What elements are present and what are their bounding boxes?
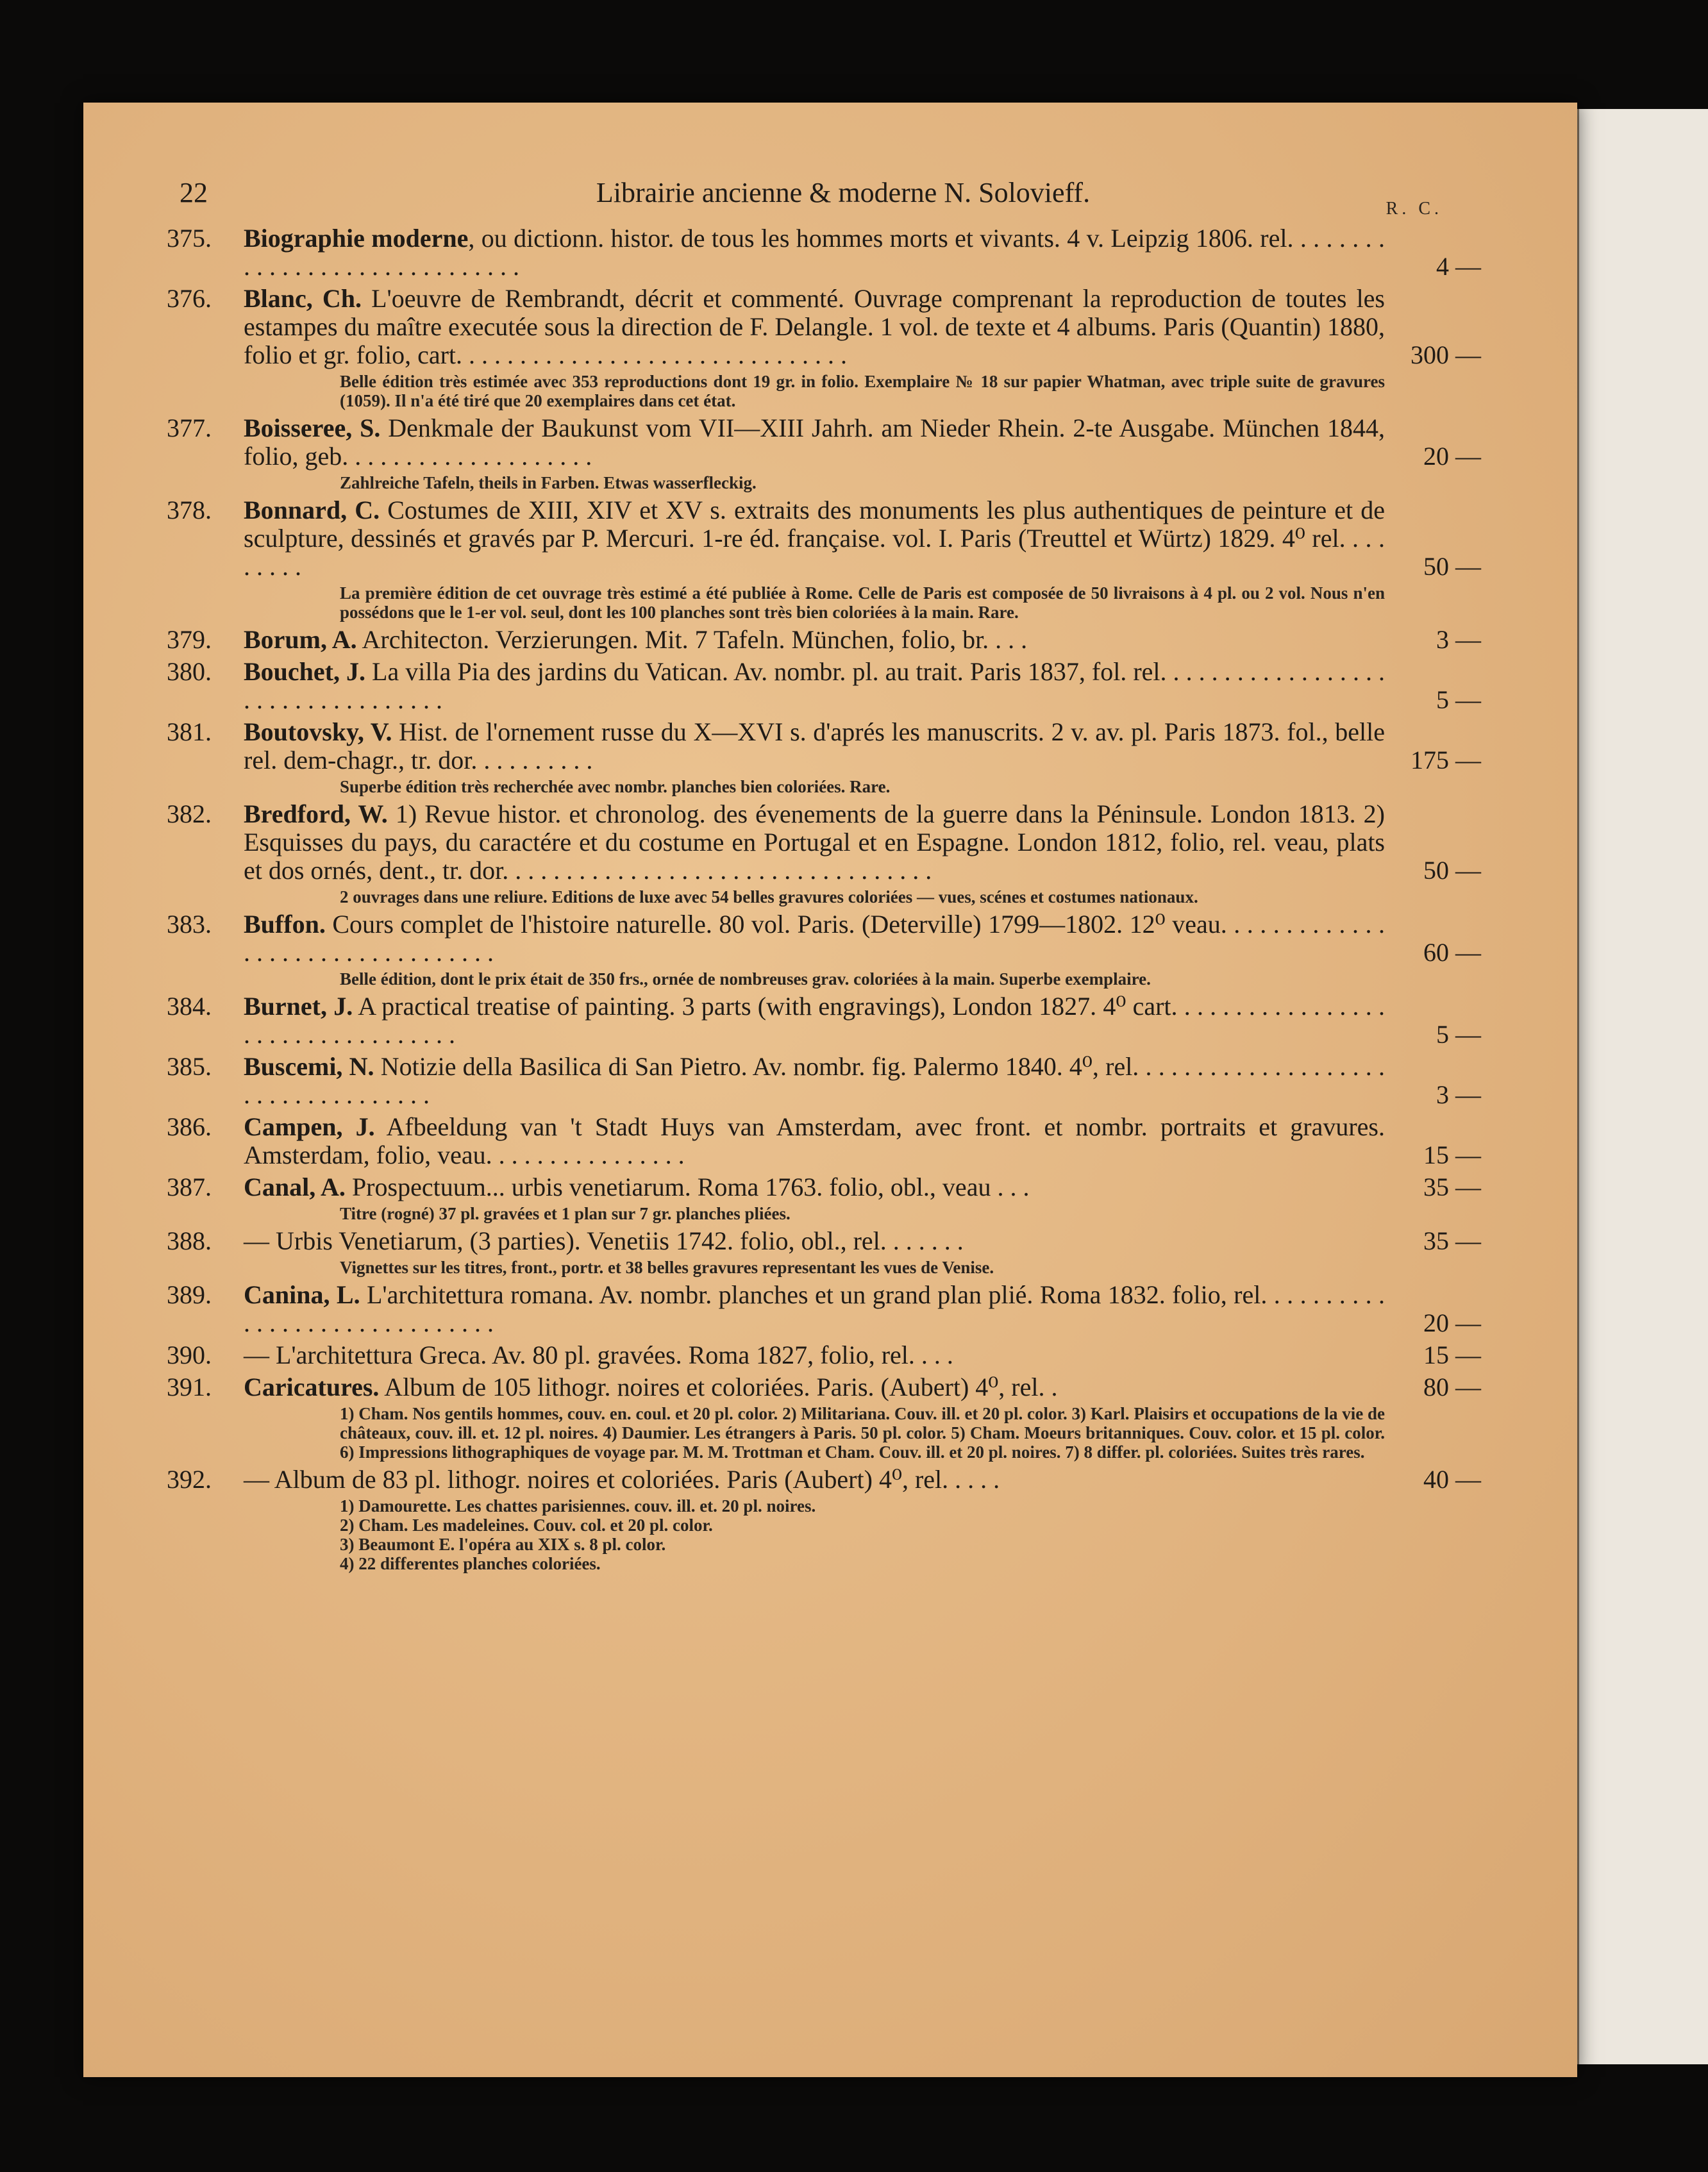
entry-author: Canina, L. <box>244 1280 360 1309</box>
entry-price: 60 — <box>1423 938 1481 967</box>
entry-description: La villa Pia des jardins du Vatican. Av. nombr. pl. au trait. Paris 1837, fol. rel. . . . . . . . . . . . . . . . . . . . . . . . . . . . . . . . . . <box>244 657 1385 714</box>
entry-description: , ou dictionn. histor. de tous les hommes morts et vivants. 4 v. Leipzig 1806. rel. . . . . . . . . . . . . . . . . . . . . . . . . . . . . . <box>244 224 1385 281</box>
entry-note <box>340 1496 1385 1573</box>
entry-text <box>244 1173 1385 1201</box>
entry-text <box>244 1227 1385 1255</box>
entry-note: Zahlreiche Tafeln, theils in Farben. Etwas wasserfleckig. <box>340 473 757 492</box>
currency-header: R. C. <box>1386 199 1443 219</box>
catalog-entry <box>167 224 1481 281</box>
entry-note: Superbe édition très recherchée avec nombr. planches bien coloriées. Rare. <box>340 777 891 796</box>
entry-number: 376. <box>167 284 212 313</box>
entry-text <box>244 1466 1385 1494</box>
catalog-entry <box>167 1173 1481 1223</box>
entry-number: 385. <box>167 1052 212 1081</box>
catalog-entry <box>167 1227 1481 1277</box>
entry-price: 50 — <box>1423 856 1481 885</box>
entry-price: 80 — <box>1423 1373 1481 1401</box>
entry-number: 384. <box>167 992 212 1021</box>
entry-price: 3 — <box>1436 625 1481 654</box>
entry-price: 4 — <box>1436 252 1481 281</box>
catalog-entry <box>167 1053 1481 1109</box>
catalog-entry <box>167 496 1481 622</box>
entry-description: — Album de 83 pl. lithogr. noires et coloriées. Paris (Aubert) 4⁰, rel. . . . . <box>244 1465 1000 1494</box>
entry-note-line: 1) Damourette. Les chattes parisiennes. couv. ill. et. 20 pl. noires. <box>340 1496 816 1516</box>
catalog-entry <box>167 910 1481 989</box>
entry-number: 386. <box>167 1112 212 1141</box>
entry-price: 20 — <box>1423 442 1481 471</box>
entry-description: Hist. de l'ornement russe du X—XVI s. d'aprés les manuscrits. 2 v. av. pl. Paris 1873. fol., belle rel. dem-chagr., tr. dor. . . . . . . . . . <box>244 717 1385 774</box>
entry-description: A practical treatise of painting. 3 parts (with engravings), London 1827. 4⁰ cart. . . . . . . . . . . . . . . . . . . . . . . . . . . . . . . . . . <box>244 992 1385 1049</box>
entry-note-line: 3) Beaumont E. l'opéra au XIX s. 8 pl. color. <box>340 1535 666 1554</box>
page-number: 22 <box>180 177 208 208</box>
entry-price: 5 — <box>1436 685 1481 714</box>
entry-text <box>244 626 1385 654</box>
entry-text <box>244 1373 1385 1401</box>
entry-price: 50 — <box>1423 552 1481 581</box>
entry-description: Notizie della Basilica di San Pietro. Av. nombr. fig. Palermo 1840. 4⁰, rel. . . . . . . . . . . . . . . . . . . . . . . . . . . . . . . . . . . <box>244 1052 1385 1109</box>
entry-author: Boisseree, S. <box>244 414 381 442</box>
catalog-entry <box>167 718 1481 796</box>
entry-description: — Urbis Venetiarum, (3 parties). Venetiis 1742. folio, obl., rel. . . . . . . <box>244 1226 964 1255</box>
entry-author: Blanc, Ch. <box>244 284 362 313</box>
entry-note-line: 2) Cham. Les madeleines. Couv. col. et 20 pl. color. <box>340 1516 713 1535</box>
entry-author: Borum, A. <box>244 625 357 654</box>
entry-price: 300 — <box>1411 340 1481 369</box>
entry-price: 35 — <box>1423 1173 1481 1201</box>
entry-number: 382. <box>167 799 212 828</box>
entry-author: Biographie moderne <box>244 224 469 253</box>
entry-number: 381. <box>167 717 212 746</box>
entry-price: 40 — <box>1423 1465 1481 1494</box>
entry-text <box>244 1281 1385 1337</box>
catalog-entries <box>167 224 1481 1577</box>
entry-description: 1) Revue histor. et chronolog. des évenements de la guerre dans la Péninsule. London 1813. 2) Esquisses du pays, du caractére et du costume en Portugal et en Espagne. London 1812, folio, rel. veau, plats et dos ornés, dent., tr. dor. . . . . . . . . . . . . . . . . . . . . . . . . . . . . . . . . . <box>244 799 1386 885</box>
entry-number: 391. <box>167 1373 212 1401</box>
entry-note: 2 ouvrages dans une reliure. Editions de luxe avec 54 belles gravures coloriées — vues, scénes et costumes nationaux. <box>340 887 1198 906</box>
catalog-entry <box>167 992 1481 1049</box>
entry-price: 35 — <box>1423 1226 1481 1255</box>
entry-text <box>244 992 1385 1049</box>
entry-number: 389. <box>167 1280 212 1309</box>
catalog-entry <box>167 626 1481 654</box>
entry-note-line: 4) 22 differentes planches coloriées. <box>340 1554 601 1573</box>
entry-description: Afbeeldung van 't Stadt Huys van Amsterdam, avec front. et nombr. portraits et gravures. Amsterdam, folio, veau. . . . . . . . . . . . . . . . <box>244 1112 1385 1169</box>
entry-text <box>244 496 1385 581</box>
entry-description: Costumes de XIII, XIV et XV s. extraits des monuments les plus authentiques de peinture et de sculpture, dessinés et gravés par P. Mercuri. 1-re éd. française. vol. I. Paris (Treuttel et Würtz) 1829. 4⁰ rel. . . . . . . . . <box>244 496 1385 581</box>
entry-note: Vignettes sur les titres, front., portr. et 38 belles gravures representant les vues de Venise. <box>340 1258 994 1277</box>
entry-price: 20 — <box>1423 1308 1481 1337</box>
catalog-entry <box>167 1281 1481 1337</box>
catalog-entry <box>167 658 1481 714</box>
entry-description: Prospectuum... urbis venetiarum. Roma 1763. folio, obl., veau . . . <box>345 1173 1030 1201</box>
entry-text <box>244 1053 1385 1109</box>
entry-author: Burnet, J. <box>244 992 353 1021</box>
entry-number: 375. <box>167 224 212 253</box>
entry-author: Caricatures. <box>244 1373 380 1401</box>
entry-text <box>244 658 1385 714</box>
page-title: Librairie ancienne & moderne N. Solovieff. <box>596 177 1091 208</box>
entry-note: Belle édition, dont le prix était de 350 frs., ornée de nombreuses grav. coloriées à la main. Superbe exemplaire. <box>340 969 1151 989</box>
entry-description: L'oeuvre de Rembrandt, décrit et commenté. Ouvrage comprenant la reproduction de toutes les estampes du maître executée sous la direction de F. Delangle. 1 vol. de texte et 4 albums. Paris (Quantin) 1880, folio et gr. folio, cart. . . . . . . . . . . . . . . . . . . . . . . . . . . . . . . <box>244 284 1385 369</box>
entry-author: Bredford, W. <box>244 799 388 828</box>
entry-price: 5 — <box>1436 1020 1481 1049</box>
entry-text <box>244 718 1385 774</box>
entry-text <box>244 800 1385 885</box>
entry-author: Canal, A. <box>244 1173 346 1201</box>
entry-text <box>244 1113 1385 1169</box>
catalog-entry <box>167 800 1481 906</box>
catalog-entry <box>167 1373 1481 1462</box>
catalog-entry <box>167 285 1481 410</box>
entry-description: L'architettura romana. Av. nombr. planches et un grand plan plié. Roma 1832. folio, rel. . . . . . . . . . . . . . . . . . . . . . . . . . . . . . <box>244 1280 1386 1337</box>
page-header <box>83 141 1577 208</box>
entry-text <box>244 1341 1385 1369</box>
entry-text <box>244 910 1385 967</box>
entry-number: 383. <box>167 910 212 939</box>
facing-page-edge <box>1577 109 1708 2064</box>
catalog-entry <box>167 1341 1481 1369</box>
entry-price: 3 — <box>1436 1080 1481 1109</box>
entry-author: Boutovsky, V. <box>244 717 392 746</box>
entry-description: Cours complet de l'histoire naturelle. 80 vol. Paris. (Deterville) 1799—1802. 12⁰ veau. . . . . . . . . . . . . . . . . . . . . . . . . . . . . . . . . <box>244 910 1385 967</box>
entry-number: 388. <box>167 1226 212 1255</box>
entry-number: 392. <box>167 1465 212 1494</box>
catalog-entry <box>167 414 1481 492</box>
entry-author: Bonnard, C. <box>244 496 380 524</box>
entry-description: Denkmale der Baukunst vom VII—XIII Jahrh. am Nieder Rhein. 2-te Ausgabe. München 1844, folio, geb. . . . . . . . . . . . . . . . . . . . <box>244 414 1385 471</box>
entry-note: 1) Cham. Nos gentils hommes, couv. en. coul. et 20 pl. color. 2) Militariana. Couv. ill. et 20 pl. color. 3) Karl. Plaisirs et occupations de la vie de châteaux, couv. ill. et. 12 pl. noires. 4) Daumier. Les étrangers à Paris. 50 pl. color. 5) Cham. Moeurs britanniques. Couv. color. et 15 pl. color. 6) Impressions lithographiques de voyage par. M. M. Trottman et Cham. Couv. ill. et 20 pl. noires. 7) 8 differ. pl. coloriées. Suites très rares. <box>340 1404 1385 1462</box>
entry-description: Architecton. Verzierungen. Mit. 7 Tafeln. München, folio, br. . . . <box>356 625 1028 654</box>
entry-author: Bouchet, J. <box>244 657 366 686</box>
entry-price: 15 — <box>1423 1341 1481 1369</box>
catalog-entry <box>167 1113 1481 1169</box>
entry-note: Titre (rogné) 37 pl. gravées et 1 plan sur 7 gr. planches pliées. <box>340 1204 791 1223</box>
entry-description: — L'architettura Greca. Av. 80 pl. gravées. Roma 1827, folio, rel. . . . <box>244 1341 953 1369</box>
entry-text <box>244 285 1385 369</box>
entry-number: 379. <box>167 625 212 654</box>
entry-note: Belle édition très estimée avec 353 reproductions dont 19 gr. in folio. Exemplaire № 18 sur papier Whatman, avec triple suite de gravures (1059). Il n'a été tiré que 20 exemplaires dans cet état. <box>340 372 1385 410</box>
entry-author: Campen, J. <box>244 1112 375 1141</box>
entry-number: 377. <box>167 414 212 442</box>
entry-price: 15 — <box>1423 1140 1481 1169</box>
catalog-entry <box>167 1466 1481 1573</box>
entry-price: 175 — <box>1411 746 1481 774</box>
catalog-page <box>83 103 1577 2077</box>
entry-author: Buscemi, N. <box>244 1052 374 1081</box>
entry-number: 387. <box>167 1173 212 1201</box>
entry-number: 390. <box>167 1341 212 1369</box>
entry-author: Buffon. <box>244 910 326 939</box>
entry-note: La première édition de cet ouvrage très estimé a été publiée à Rome. Celle de Paris est composée de 50 livraisons à 4 pl. ou 2 vol. Nous n'en possédons que le 1-er vol. seul, dont les 100 planches sont très bien coloriées à la main. Rare. <box>340 583 1385 622</box>
entry-number: 380. <box>167 657 212 686</box>
entry-text <box>244 224 1385 281</box>
entry-description: Album de 105 lithogr. noires et coloriées. Paris. (Aubert) 4⁰, rel. . <box>379 1373 1058 1401</box>
entry-number: 378. <box>167 496 212 524</box>
entry-text <box>244 414 1385 471</box>
